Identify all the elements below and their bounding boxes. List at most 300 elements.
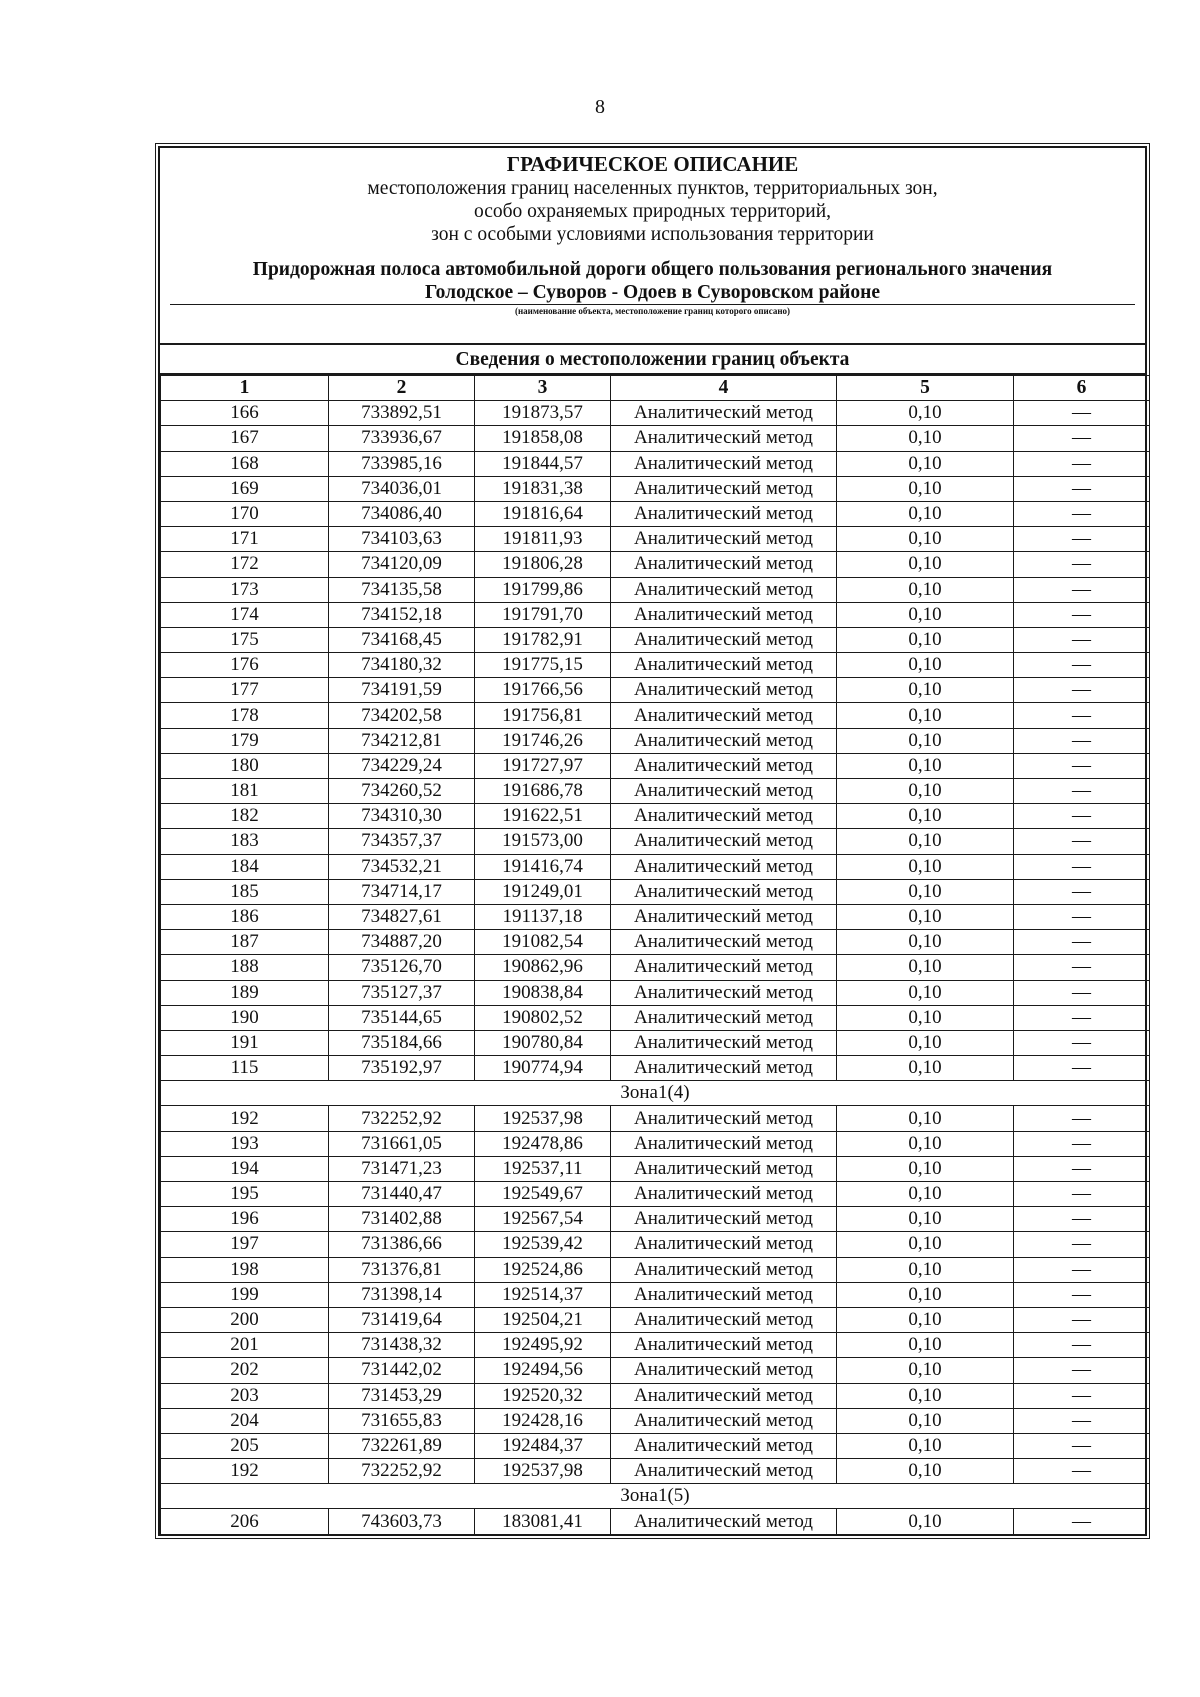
method-cell: Аналитический метод [611, 955, 837, 980]
point-number-cell: 205 [161, 1433, 329, 1458]
description-cell: — [1014, 955, 1150, 980]
method-cell: Аналитический метод [611, 804, 837, 829]
accuracy-cell: 0,10 [837, 501, 1014, 526]
y-coordinate-cell: 191831,38 [475, 476, 611, 501]
y-coordinate-cell: 191573,00 [475, 829, 611, 854]
accuracy-cell: 0,10 [837, 1182, 1014, 1207]
accuracy-cell: 0,10 [837, 627, 1014, 652]
x-coordinate-cell: 734887,20 [329, 930, 475, 955]
point-number-cell: 202 [161, 1358, 329, 1383]
method-cell: Аналитический метод [611, 1207, 837, 1232]
description-cell: — [1014, 1459, 1150, 1484]
x-coordinate-cell: 735126,70 [329, 955, 475, 980]
description-cell: — [1014, 501, 1150, 526]
page-number: 8 [595, 96, 605, 118]
x-coordinate-cell: 732252,92 [329, 1459, 475, 1484]
accuracy-cell: 0,10 [837, 1106, 1014, 1131]
method-cell: Аналитический метод [611, 1182, 837, 1207]
description-cell: — [1014, 1030, 1150, 1055]
description-cell: — [1014, 653, 1150, 678]
method-cell: Аналитический метод [611, 1131, 837, 1156]
point-number-cell: 189 [161, 980, 329, 1005]
point-number-cell: 179 [161, 728, 329, 753]
y-coordinate-cell: 190802,52 [475, 1005, 611, 1030]
point-number-cell: 166 [161, 401, 329, 426]
table-header-row [161, 376, 1150, 401]
description-cell: — [1014, 1156, 1150, 1181]
y-coordinate-cell: 191816,64 [475, 501, 611, 526]
method-cell: Аналитический метод [611, 879, 837, 904]
description-cell: — [1014, 1232, 1150, 1257]
point-number-cell: 169 [161, 476, 329, 501]
method-cell: Аналитический метод [611, 829, 837, 854]
method-cell: Аналитический метод [611, 980, 837, 1005]
description-cell: — [1014, 1056, 1150, 1081]
method-cell: Аналитический метод [611, 451, 837, 476]
y-coordinate-cell: 191791,70 [475, 602, 611, 627]
zone-row [161, 1081, 1150, 1106]
y-coordinate-cell: 183081,41 [475, 1509, 611, 1534]
y-coordinate-cell: 190774,94 [475, 1056, 611, 1081]
method-cell: Аналитический метод [611, 1509, 837, 1534]
object-name-line: Голодское – Суворов - Одоев в Суворовском районе [170, 281, 1135, 305]
y-coordinate-cell: 191766,56 [475, 678, 611, 703]
accuracy-cell: 0,10 [837, 527, 1014, 552]
point-number-cell: 115 [161, 1056, 329, 1081]
method-cell: Аналитический метод [611, 1358, 837, 1383]
method-cell: Аналитический метод [611, 1106, 837, 1131]
accuracy-cell: 0,10 [837, 1232, 1014, 1257]
y-coordinate-cell: 192504,21 [475, 1307, 611, 1332]
point-number-cell: 182 [161, 804, 329, 829]
method-cell: Аналитический метод [611, 753, 837, 778]
description-cell: — [1014, 552, 1150, 577]
y-coordinate-cell: 191799,86 [475, 577, 611, 602]
point-number-cell: 177 [161, 678, 329, 703]
y-coordinate-cell: 191082,54 [475, 930, 611, 955]
x-coordinate-cell: 731661,05 [329, 1131, 475, 1156]
y-coordinate-cell: 191686,78 [475, 779, 611, 804]
method-cell: Аналитический метод [611, 501, 837, 526]
point-number-cell: 171 [161, 527, 329, 552]
table-row [161, 1383, 1150, 1408]
zone-label: Зона1(5) [161, 1484, 1150, 1509]
y-coordinate-cell: 191806,28 [475, 552, 611, 577]
subtitle-line: зон с особыми условиями использования территории [431, 224, 874, 245]
accuracy-cell: 0,10 [837, 1307, 1014, 1332]
table-row [161, 451, 1150, 476]
table-row [161, 552, 1150, 577]
table-row [161, 1408, 1150, 1433]
accuracy-cell: 0,10 [837, 930, 1014, 955]
description-cell: — [1014, 703, 1150, 728]
y-coordinate-cell: 192539,42 [475, 1232, 611, 1257]
table-row [161, 930, 1150, 955]
description-cell: — [1014, 476, 1150, 501]
y-coordinate-cell: 192428,16 [475, 1408, 611, 1433]
subtitle-line: местоположения границ населенных пунктов, территориальных зон, [367, 178, 938, 199]
point-number-cell: 204 [161, 1408, 329, 1433]
x-coordinate-cell: 731398,14 [329, 1282, 475, 1307]
x-coordinate-cell: 733985,16 [329, 451, 475, 476]
method-cell: Аналитический метод [611, 1030, 837, 1055]
table-row [161, 653, 1150, 678]
table-row [161, 779, 1150, 804]
y-coordinate-cell: 192537,11 [475, 1156, 611, 1181]
x-coordinate-cell: 734212,81 [329, 728, 475, 753]
accuracy-cell: 0,10 [837, 1030, 1014, 1055]
table-row [161, 1156, 1150, 1181]
x-coordinate-cell: 731402,88 [329, 1207, 475, 1232]
method-cell: Аналитический метод [611, 904, 837, 929]
accuracy-cell: 0,10 [837, 753, 1014, 778]
document-frame [158, 146, 1147, 1536]
x-coordinate-cell: 734086,40 [329, 501, 475, 526]
description-cell: — [1014, 426, 1150, 451]
description-cell: — [1014, 1257, 1150, 1282]
accuracy-cell: 0,10 [837, 1408, 1014, 1433]
x-coordinate-cell: 733892,51 [329, 401, 475, 426]
description-cell: — [1014, 1131, 1150, 1156]
y-coordinate-cell: 191873,57 [475, 401, 611, 426]
table-row [161, 1282, 1150, 1307]
accuracy-cell: 0,10 [837, 1509, 1014, 1534]
y-coordinate-cell: 191249,01 [475, 879, 611, 904]
description-cell: — [1014, 678, 1150, 703]
accuracy-cell: 0,10 [837, 1131, 1014, 1156]
accuracy-cell: 0,10 [837, 602, 1014, 627]
point-number-cell: 184 [161, 854, 329, 879]
x-coordinate-cell: 734714,17 [329, 879, 475, 904]
description-cell: — [1014, 1333, 1150, 1358]
method-cell: Аналитический метод [611, 426, 837, 451]
table-row [161, 904, 1150, 929]
table-row [161, 602, 1150, 627]
object-caption: (наименование объекта, местоположение границ которого описано) [514, 306, 791, 316]
accuracy-cell: 0,10 [837, 401, 1014, 426]
method-cell: Аналитический метод [611, 1232, 837, 1257]
point-number-cell: 192 [161, 1106, 329, 1131]
description-cell: — [1014, 401, 1150, 426]
description-cell: — [1014, 854, 1150, 879]
method-cell: Аналитический метод [611, 602, 837, 627]
point-number-cell: 186 [161, 904, 329, 929]
table-row [161, 829, 1150, 854]
table-row [161, 854, 1150, 879]
table-row [161, 476, 1150, 501]
accuracy-cell: 0,10 [837, 1282, 1014, 1307]
point-number-cell: 167 [161, 426, 329, 451]
point-number-cell: 174 [161, 602, 329, 627]
y-coordinate-cell: 192549,67 [475, 1182, 611, 1207]
column-header: 2 [329, 376, 475, 401]
object-name-line: Придорожная полоса автомобильной дороги общего пользования регионального значения [252, 259, 1053, 280]
y-coordinate-cell: 191782,91 [475, 627, 611, 652]
column-header: 4 [611, 376, 837, 401]
description-cell: — [1014, 879, 1150, 904]
description-cell: — [1014, 1433, 1150, 1458]
point-number-cell: 172 [161, 552, 329, 577]
y-coordinate-cell: 191622,51 [475, 804, 611, 829]
method-cell: Аналитический метод [611, 854, 837, 879]
method-cell: Аналитический метод [611, 1433, 837, 1458]
point-number-cell: 185 [161, 879, 329, 904]
x-coordinate-cell: 734191,59 [329, 678, 475, 703]
subtitle-line: особо охраняемых природных территорий, [474, 201, 831, 222]
description-cell: — [1014, 1182, 1150, 1207]
accuracy-cell: 0,10 [837, 678, 1014, 703]
accuracy-cell: 0,10 [837, 1207, 1014, 1232]
x-coordinate-cell: 733936,67 [329, 426, 475, 451]
method-cell: Аналитический метод [611, 728, 837, 753]
point-number-cell: 178 [161, 703, 329, 728]
y-coordinate-cell: 192484,37 [475, 1433, 611, 1458]
x-coordinate-cell: 732261,89 [329, 1433, 475, 1458]
method-cell: Аналитический метод [611, 930, 837, 955]
accuracy-cell: 0,10 [837, 451, 1014, 476]
table-row [161, 1056, 1150, 1081]
x-coordinate-cell: 731440,47 [329, 1182, 475, 1207]
accuracy-cell: 0,10 [837, 1257, 1014, 1282]
accuracy-cell: 0,10 [837, 552, 1014, 577]
x-coordinate-cell: 734532,21 [329, 854, 475, 879]
table-row [161, 1131, 1150, 1156]
x-coordinate-cell: 735144,65 [329, 1005, 475, 1030]
point-number-cell: 181 [161, 779, 329, 804]
x-coordinate-cell: 735192,97 [329, 1056, 475, 1081]
accuracy-cell: 0,10 [837, 804, 1014, 829]
x-coordinate-cell: 731386,66 [329, 1232, 475, 1257]
x-coordinate-cell: 731453,29 [329, 1383, 475, 1408]
table-row [161, 1182, 1150, 1207]
accuracy-cell: 0,10 [837, 728, 1014, 753]
accuracy-cell: 0,10 [837, 703, 1014, 728]
zone-label: Зона1(4) [161, 1081, 1150, 1106]
point-number-cell: 201 [161, 1333, 329, 1358]
table-row [161, 527, 1150, 552]
description-cell: — [1014, 1509, 1150, 1534]
accuracy-cell: 0,10 [837, 1459, 1014, 1484]
document-header [160, 148, 1145, 345]
accuracy-cell: 0,10 [837, 879, 1014, 904]
point-number-cell: 183 [161, 829, 329, 854]
table-row [161, 577, 1150, 602]
method-cell: Аналитический метод [611, 779, 837, 804]
description-cell: — [1014, 1207, 1150, 1232]
accuracy-cell: 0,10 [837, 955, 1014, 980]
y-coordinate-cell: 192494,56 [475, 1358, 611, 1383]
description-cell: — [1014, 1106, 1150, 1131]
description-cell: — [1014, 779, 1150, 804]
description-cell: — [1014, 728, 1150, 753]
accuracy-cell: 0,10 [837, 476, 1014, 501]
description-cell: — [1014, 602, 1150, 627]
table-row [161, 1207, 1150, 1232]
y-coordinate-cell: 192520,32 [475, 1383, 611, 1408]
point-number-cell: 187 [161, 930, 329, 955]
y-coordinate-cell: 191844,57 [475, 451, 611, 476]
table-row [161, 1333, 1150, 1358]
point-number-cell: 193 [161, 1131, 329, 1156]
point-number-cell: 180 [161, 753, 329, 778]
method-cell: Аналитический метод [611, 1056, 837, 1081]
y-coordinate-cell: 191858,08 [475, 426, 611, 451]
table-row [161, 1459, 1150, 1484]
point-number-cell: 170 [161, 501, 329, 526]
description-cell: — [1014, 627, 1150, 652]
x-coordinate-cell: 734168,45 [329, 627, 475, 652]
method-cell: Аналитический метод [611, 1005, 837, 1030]
y-coordinate-cell: 191727,97 [475, 753, 611, 778]
method-cell: Аналитический метод [611, 1282, 837, 1307]
accuracy-cell: 0,10 [837, 1433, 1014, 1458]
accuracy-cell: 0,10 [837, 653, 1014, 678]
method-cell: Аналитический метод [611, 1307, 837, 1332]
point-number-cell: 191 [161, 1030, 329, 1055]
accuracy-cell: 0,10 [837, 577, 1014, 602]
x-coordinate-cell: 734180,32 [329, 653, 475, 678]
column-header: 1 [161, 376, 329, 401]
x-coordinate-cell: 734103,63 [329, 527, 475, 552]
zone-row [161, 1484, 1150, 1509]
y-coordinate-cell: 192495,92 [475, 1333, 611, 1358]
y-coordinate-cell: 190780,84 [475, 1030, 611, 1055]
x-coordinate-cell: 731376,81 [329, 1257, 475, 1282]
table-row [161, 1509, 1150, 1534]
x-coordinate-cell: 735127,37 [329, 980, 475, 1005]
point-number-cell: 175 [161, 627, 329, 652]
accuracy-cell: 0,10 [837, 1333, 1014, 1358]
column-header: 5 [837, 376, 1014, 401]
point-number-cell: 203 [161, 1383, 329, 1408]
y-coordinate-cell: 191137,18 [475, 904, 611, 929]
description-cell: — [1014, 753, 1150, 778]
table-row [161, 703, 1150, 728]
method-cell: Аналитический метод [611, 476, 837, 501]
method-cell: Аналитический метод [611, 527, 837, 552]
table-row [161, 753, 1150, 778]
y-coordinate-cell: 191775,15 [475, 653, 611, 678]
table-row [161, 426, 1150, 451]
accuracy-cell: 0,10 [837, 904, 1014, 929]
table-row [161, 1433, 1150, 1458]
x-coordinate-cell: 734229,24 [329, 753, 475, 778]
x-coordinate-cell: 731438,32 [329, 1333, 475, 1358]
point-number-cell: 194 [161, 1156, 329, 1181]
x-coordinate-cell: 731442,02 [329, 1358, 475, 1383]
x-coordinate-cell: 732252,92 [329, 1106, 475, 1131]
point-number-cell: 196 [161, 1207, 329, 1232]
description-cell: — [1014, 1383, 1150, 1408]
accuracy-cell: 0,10 [837, 1056, 1014, 1081]
method-cell: Аналитический метод [611, 401, 837, 426]
y-coordinate-cell: 190838,84 [475, 980, 611, 1005]
table-row [161, 678, 1150, 703]
section-title: Сведения о местоположении границ объекта [160, 345, 1145, 375]
table-row [161, 879, 1150, 904]
accuracy-cell: 0,10 [837, 426, 1014, 451]
x-coordinate-cell: 734310,30 [329, 804, 475, 829]
table-row [161, 728, 1150, 753]
y-coordinate-cell: 191811,93 [475, 527, 611, 552]
y-coordinate-cell: 192514,37 [475, 1282, 611, 1307]
accuracy-cell: 0,10 [837, 980, 1014, 1005]
point-number-cell: 173 [161, 577, 329, 602]
accuracy-cell: 0,10 [837, 1383, 1014, 1408]
point-number-cell: 176 [161, 653, 329, 678]
x-coordinate-cell: 735184,66 [329, 1030, 475, 1055]
point-number-cell: 198 [161, 1257, 329, 1282]
table-row [161, 980, 1150, 1005]
x-coordinate-cell: 734827,61 [329, 904, 475, 929]
description-cell: — [1014, 904, 1150, 929]
table-row [161, 627, 1150, 652]
x-coordinate-cell: 731419,64 [329, 1307, 475, 1332]
table-row [161, 1358, 1150, 1383]
accuracy-cell: 0,10 [837, 1358, 1014, 1383]
description-cell: — [1014, 930, 1150, 955]
method-cell: Аналитический метод [611, 1459, 837, 1484]
point-number-cell: 197 [161, 1232, 329, 1257]
method-cell: Аналитический метод [611, 552, 837, 577]
table-row [161, 401, 1150, 426]
x-coordinate-cell: 743603,73 [329, 1509, 475, 1534]
method-cell: Аналитический метод [611, 627, 837, 652]
y-coordinate-cell: 192567,54 [475, 1207, 611, 1232]
table-row [161, 804, 1150, 829]
point-number-cell: 206 [161, 1509, 329, 1534]
y-coordinate-cell: 192537,98 [475, 1106, 611, 1131]
y-coordinate-cell: 192537,98 [475, 1459, 611, 1484]
description-cell: — [1014, 1408, 1150, 1433]
description-cell: — [1014, 829, 1150, 854]
y-coordinate-cell: 191416,74 [475, 854, 611, 879]
x-coordinate-cell: 734357,37 [329, 829, 475, 854]
description-cell: — [1014, 804, 1150, 829]
accuracy-cell: 0,10 [837, 1005, 1014, 1030]
accuracy-cell: 0,10 [837, 829, 1014, 854]
method-cell: Аналитический метод [611, 678, 837, 703]
document-title: ГРАФИЧЕСКОЕ ОПИСАНИЕ [506, 152, 799, 176]
description-cell: — [1014, 577, 1150, 602]
method-cell: Аналитический метод [611, 1333, 837, 1358]
accuracy-cell: 0,10 [837, 1156, 1014, 1181]
description-cell: — [1014, 980, 1150, 1005]
description-cell: — [1014, 1282, 1150, 1307]
point-number-cell: 200 [161, 1307, 329, 1332]
table-row [161, 955, 1150, 980]
table-row [161, 1232, 1150, 1257]
table-row [161, 501, 1150, 526]
method-cell: Аналитический метод [611, 577, 837, 602]
point-number-cell: 199 [161, 1282, 329, 1307]
y-coordinate-cell: 191756,81 [475, 703, 611, 728]
method-cell: Аналитический метод [611, 1156, 837, 1181]
column-header: 6 [1014, 376, 1150, 401]
table-row [161, 1005, 1150, 1030]
description-cell: — [1014, 1005, 1150, 1030]
accuracy-cell: 0,10 [837, 854, 1014, 879]
y-coordinate-cell: 190862,96 [475, 955, 611, 980]
accuracy-cell: 0,10 [837, 779, 1014, 804]
point-number-cell: 190 [161, 1005, 329, 1030]
method-cell: Аналитический метод [611, 703, 837, 728]
x-coordinate-cell: 734135,58 [329, 577, 475, 602]
method-cell: Аналитический метод [611, 1383, 837, 1408]
description-cell: — [1014, 451, 1150, 476]
y-coordinate-cell: 192478,86 [475, 1131, 611, 1156]
point-number-cell: 168 [161, 451, 329, 476]
